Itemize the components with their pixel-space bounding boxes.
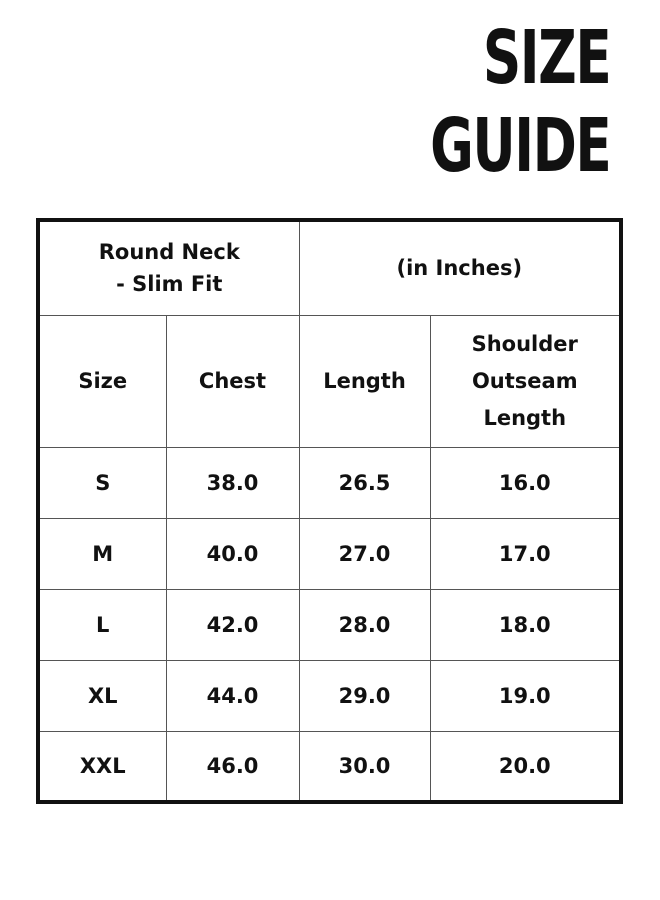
shoulder-outseam-cell: 18.0 [430,589,621,660]
chest-cell: 40.0 [166,518,299,589]
table-row [38,518,621,589]
length-cell: 30.0 [299,731,430,802]
size-cell: XXL [38,731,166,802]
column-header-shoulder-outseam-length: Shoulder Outseam Length [430,315,621,447]
length-cell: 27.0 [299,518,430,589]
column-header-size: Size [38,315,166,447]
table-row [38,589,621,660]
size-cell: S [38,447,166,518]
chest-cell: 46.0 [166,731,299,802]
title-line-1: SIZE [482,15,610,101]
size-cell: L [38,589,166,660]
column-header-length: Length [299,315,430,447]
size-guide-title [430,14,610,190]
table-top-header-row [38,220,621,315]
chest-cell: 38.0 [166,447,299,518]
shoulder-outseam-cell: 16.0 [430,447,621,518]
length-cell: 29.0 [299,660,430,731]
chest-cell: 44.0 [166,660,299,731]
shoulder-outseam-cell: 19.0 [430,660,621,731]
column-header-chest: Chest [166,315,299,447]
product-name-cell: Round Neck - Slim Fit [38,220,299,315]
shoulder-outseam-cell: 17.0 [430,518,621,589]
table-row [38,660,621,731]
title-line-2: GUIDE [429,103,610,189]
column-header-row [38,315,621,447]
table-row [38,447,621,518]
unit-note-cell: (in Inches) [299,220,621,315]
chest-cell: 42.0 [166,589,299,660]
shoulder-outseam-cell: 20.0 [430,731,621,802]
size-cell: XL [38,660,166,731]
size-cell: M [38,518,166,589]
length-cell: 26.5 [299,447,430,518]
length-cell: 28.0 [299,589,430,660]
table-row [38,731,621,802]
size-chart-table [36,218,623,804]
